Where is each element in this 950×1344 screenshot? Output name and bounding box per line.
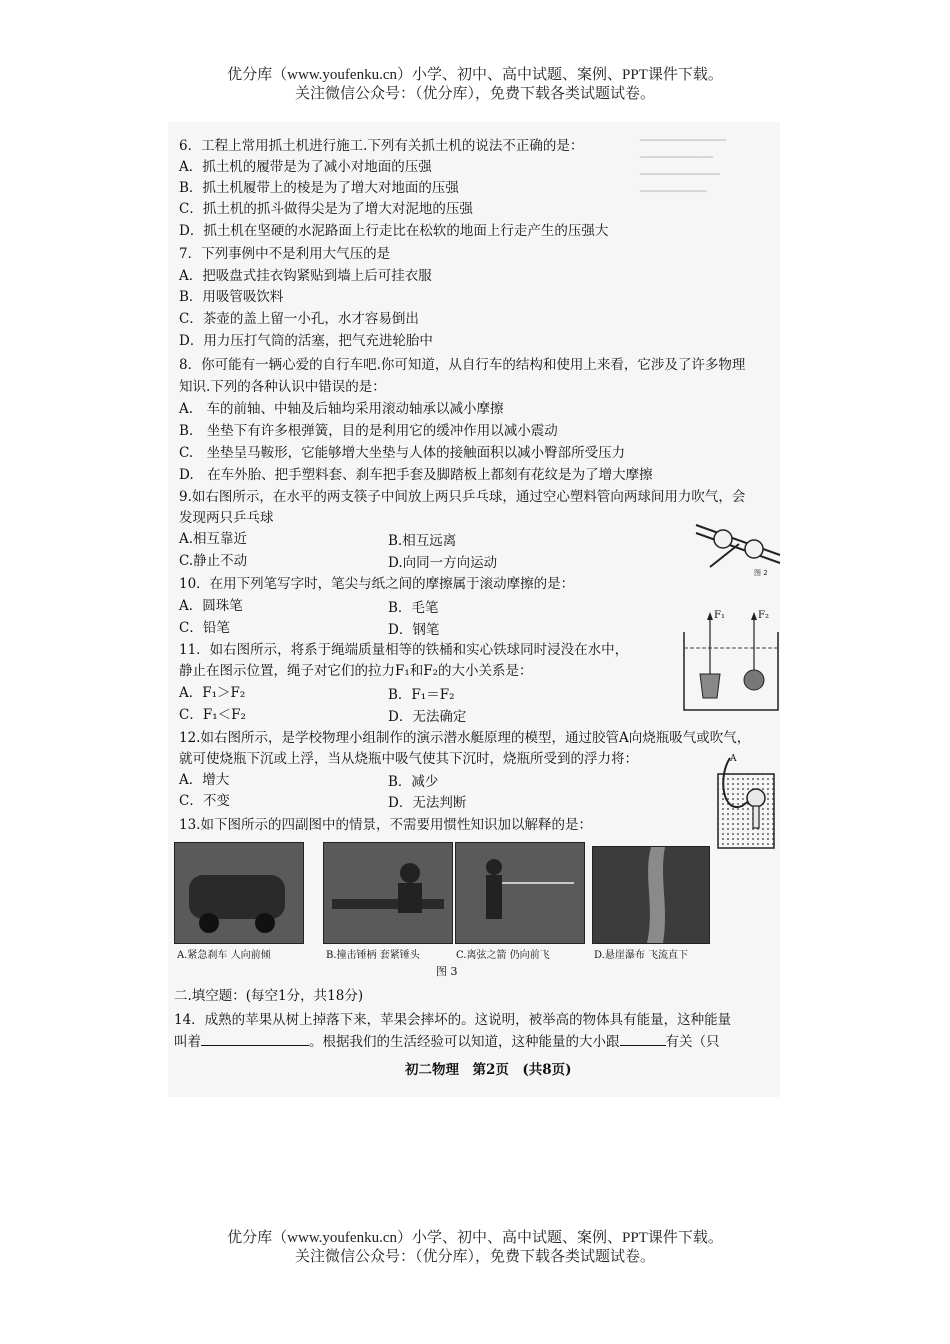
archer-body [486,875,502,919]
bleed-through-text: ━━━━━━━━━━━━━ ━━━━━━━━━━━ ━━━━━━━━━━━━ ━━━━━━━━━━ [640,134,727,198]
footer-banner-line-1: 优分库（www.youfenku.cn）小学、初中、高中试题、案例、PPT课件下载。 [227,1230,723,1246]
q8-stem-line1: 8．你可能有一辆心爱的自行车吧.你可知道，从自行车的结构和使用上来看，它涉及了许多物理 [179,357,746,373]
caption-b: B.撞击锤柄 套紧锤头 [326,950,420,961]
q12-option-c: C．不变 [179,793,230,809]
site-banner-header [0,66,950,104]
chopstick-upper [696,525,780,555]
q6-stem: 6．工程上常用抓土机进行施工.下列有关抓土机的说法不正确的是： [179,138,584,154]
caption-a: A.紧急刹车 人向前倾 [177,950,271,961]
q10-option-d: D．钢笔 [388,622,440,638]
q9-stem-line1: 9.如右图所示，在水平的两支筷子中间放上两只乒乓球，通过空心塑料管向两球间用力吹气，会 [179,489,746,505]
flask-bulb [747,789,765,807]
q11-stem-line1: 11．如右图所示，将系于绳端质量相等的铁桶和实心铁球同时浸没在水中， [179,642,629,658]
q10-option-c: C．铅笔 [179,620,230,636]
q14-blank-2[interactable] [620,1045,666,1046]
q14-text-b: 。根据我们的生活经验可以知道，这种能量的大小跟 [309,1034,620,1050]
q6-option-b: B．抓土机履带上的棱是为了增大对地面的压强 [179,180,459,196]
solid-iron-ball [744,670,764,690]
water-tank [684,632,778,710]
figure-2-label: 图 2 [754,569,768,577]
footer-banner-line-2: 关注微信公众号：（优分库），免费下载各类试题试卷。 [294,1249,655,1265]
page-footer: 初二物理 第2页 (共8页) [405,1062,572,1078]
caption-c: C.离弦之箭 仍向前飞 [456,950,550,961]
q12-stem-line1: 12.如右图所示，是学校物理小组制作的演示潜水艇原理的模型，通过胶管A向烧瓶吸气或吹气， [179,730,751,746]
person-body [398,883,422,913]
flask-neck [753,806,759,828]
q7-option-b: B．用吸管吸饮料 [179,289,284,305]
q13-stem: 13.如下图所示的四副图中的情景，不需要用惯性知识加以解释的是： [179,817,592,833]
water-container [718,774,774,848]
car-wheel-rear [255,913,275,933]
q11-option-b: B．F₁＝F₂ [388,687,455,703]
banner-line-1: 优分库（www.youfenku.cn）小学、初中、高中试题、案例、PPT课件下载。 [227,67,723,83]
q12-stem-line2: 就可使烧瓶下沉或上浮，当从烧瓶中吸气使其下沉时，烧瓶所受到的浮力将： [179,751,638,767]
q12-option-a: A．增大 [179,772,230,788]
q11-option-a: A．F₁＞F₂ [179,685,246,701]
waterfall-stream [647,847,665,943]
q9-option-c: C.静止不动 [179,553,248,569]
q8-option-b: B. 坐垫下有许多根弹簧，目的是利用它的缓冲作用以减小震动 [179,423,558,439]
car-body [189,875,285,919]
q6-option-a: A．抓土机的履带是为了减小对地面的压强 [179,159,432,175]
q8-option-d: D. 在车外胎、把手塑料套、刹车把手套及脚踏板上都刻有花纹是为了增大摩擦 [179,467,653,483]
q8-stem-line2: 知识.下列的各种认识中错误的是： [179,379,386,395]
picture-c-arrow [455,842,585,944]
label-f1: F₁ [714,610,725,621]
tube-label-a: A [730,754,737,764]
force-arrow-1 [707,612,713,620]
q14-line2 [174,1032,720,1053]
archer-head [486,859,502,875]
person-head [400,863,420,883]
q12-option-d: D．无法判断 [388,795,467,811]
q10-option-b: B．毛笔 [388,600,439,616]
banner-line-2: 关注微信公众号：（优分库），免费下载各类试题试卷。 [294,86,655,102]
car-wheel-front [199,913,219,933]
q11-option-c: C．F₁＜F₂ [179,707,246,723]
caption-d: D.悬崖瀑布 飞流直下 [594,950,689,961]
iron-bucket [700,674,720,698]
q7-option-c: C．茶壶的盖上留一小孔，水才容易倒出 [179,311,419,327]
q7-option-d: D．用力压打气筒的活塞，把气充进轮胎中 [179,333,433,349]
section-2-title: 二.填空题：(每空1分，共18分) [174,988,364,1004]
q10-option-a: A．圆珠笔 [179,598,243,614]
site-banner-footer [0,1229,950,1267]
q10-stem: 10．在用下列笔写字时，笔尖与纸之间的摩擦属于滚动摩擦的是： [179,576,575,592]
submarine-model-figure [716,752,778,850]
q8-option-a: A. 车的前轴、中轴及后轴均采用滚动轴承以减小摩擦 [179,401,504,417]
picture-a-car-braking [174,842,304,944]
ping-pong-ball-right [745,540,763,558]
bucket-ball-figure [680,604,782,714]
q7-stem: 7．下列事例中不是利用大气压的是 [179,246,391,262]
bench [332,899,444,909]
q14-blank-1[interactable] [201,1045,309,1046]
q7-option-a: A．把吸盘式挂衣钩紧贴到墙上后可挂衣服 [179,268,432,284]
q14-line1: 14．成熟的苹果从树上掉落下来，苹果会摔坏的。这说明，被举高的物体具有能量，这种能量 [174,1012,732,1028]
label-f2: F₂ [758,610,769,621]
q8-option-c: C. 坐垫呈马鞍形，它能够增大坐垫与人体的接触面积以减小臀部所受压力 [179,445,626,461]
q11-stem-line2: 静止在图示位置，绳子对它们的拉力F₁和F₂的大小关系是： [179,663,533,679]
q14-text-a: 叫着 [174,1034,201,1050]
q6-option-d: D．抓土机在坚硬的水泥路面上行走比在松软的地面上行走产生的压强大 [179,223,609,239]
picture-b-hammer [323,842,453,944]
figure-3-label: 图 3 [436,965,458,978]
q6-option-c: C．抓土机的抓斗做得尖是为了增大对泥地的压强 [179,201,473,217]
q9-option-b: B.相互远离 [388,533,457,549]
chopstick-lower [696,533,780,563]
ping-pong-ball-left [714,530,732,548]
q12-option-b: B．减少 [388,774,439,790]
q9-option-a: A.相互靠近 [179,531,248,547]
picture-d-waterfall [592,846,710,944]
q11-option-d: D．无法确定 [388,709,467,725]
q14-text-c: 有关（只 [665,1034,720,1050]
force-arrow-2 [751,612,757,620]
q9-option-d: D.向同一方向运动 [388,555,498,571]
ping-pong-figure [692,515,784,577]
q9-stem-line2: 发现两只乒乓球 [179,510,274,526]
